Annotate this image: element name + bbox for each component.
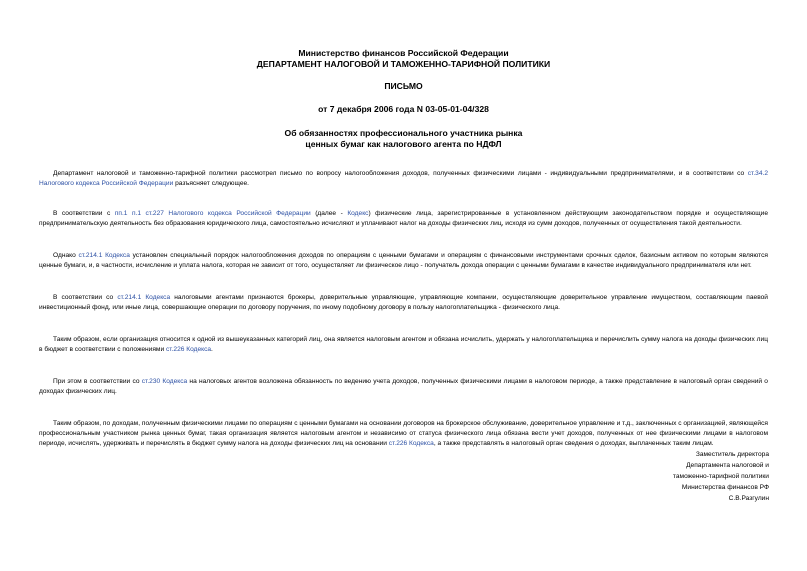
- paragraph-text: ) физические лица, зарегистрированные в установленном действующим законодательством порядке и осуществляющие предпринимательскую деятельность без образования юридического лица, самостоятельно исчисляют и уплачивают налог на доходы физических лиц, исходя из сумм доходов, полученных от осуществления такой деятельности.: [39, 210, 769, 227]
- signature-line: таможенно-тарифной политики: [672, 473, 769, 480]
- link-article-226[interactable]: ст.226 Кодекса: [388, 440, 434, 447]
- paragraph-text: В соответствии со: [53, 294, 118, 301]
- link-article-227[interactable]: пп.1 п.1 ст.227 Налогового кодекса Российской Федерации: [114, 210, 311, 217]
- paragraph-text: Департамент налоговой и таможенно-тарифной политики рассмотрел письмо по вопросу налогообложения доходов, полученных физическими лицами - индивидуальными предпринимателями, и в соответствии со: [53, 170, 748, 177]
- paragraph-1: [39, 169, 768, 189]
- paragraph-text: Таким образом, по доходам, полученным физическими лицами по операциям с ценными бумагами на основании договоров на брокерское обслуживание, доверительное управление и т.д., заключенных с организацией, являющейся профессиональным участником рынка ценных бумаг, такая организация является налоговым агентом и независимо от статуса физического лица обязана вести учет доходов, полученных от нее физическими лицами в налоговом периоде, исчислять, удерживать и перечислять в бюджет сумму налога на доходы физических лиц на основании: [39, 420, 768, 447]
- link-article-34-2[interactable]: ст.34.2 Налогового кодекса Российской Федерации: [39, 170, 768, 187]
- paragraph-5: [39, 335, 768, 355]
- paragraph-text: При этом в соответствии со: [53, 378, 142, 385]
- paragraph-2: [39, 209, 768, 229]
- paragraph-text: , а также представлять в налоговый орган сведения о доходах, выплаченных таким лицам.: [433, 440, 714, 447]
- paragraph-text: налоговыми агентами признаются брокеры, доверительные управляющие, управляющие компании, осуществляющие доверительное управление имуществом, составляющим паевой инвестиционный фонд, или иные лица, совершающие операции по договору поручения, по иному подобному договору в пользу налогоплательщика - физического лица.: [39, 294, 768, 311]
- link-article-226[interactable]: ст.226 Кодекса: [165, 346, 212, 353]
- signature-line: Заместитель директора: [695, 451, 769, 458]
- paragraph-7: [39, 419, 768, 449]
- paragraph-text: разъясняет следующее.: [173, 180, 250, 187]
- document-type: ПИСЬМО: [384, 81, 423, 91]
- signature-block: [673, 449, 769, 504]
- paragraph-text: В соответствии с: [53, 210, 115, 217]
- paragraph-4: [39, 293, 768, 313]
- signature-line: Министерства финансов РФ: [681, 484, 769, 491]
- paragraph-text: (далее -: [310, 210, 348, 217]
- link-article-214-1[interactable]: ст.214.1 Кодекса: [117, 294, 171, 301]
- paragraph-3: [39, 251, 768, 271]
- ministry-name: Министерство финансов Российской Федерации: [298, 48, 509, 58]
- paragraph-text: .: [211, 346, 213, 353]
- link-kodeks[interactable]: Кодекс: [347, 210, 369, 217]
- paragraph-text: Однако: [53, 252, 79, 259]
- link-article-230[interactable]: ст.230 Кодекса: [141, 378, 188, 385]
- signature-line: Департамента налоговой и: [686, 462, 769, 469]
- link-article-214-1[interactable]: ст.214.1 Кодекса: [78, 252, 130, 259]
- document-date-number: от 7 декабря 2006 года N 03-05-01-04/328: [318, 104, 489, 114]
- paragraph-text: установлен специальный порядок налогообложения доходов по операциям с ценными бумагами и операциям с финансовыми инструментами срочных сделок, базисным активом по которым являются ценные бумаги, и, в частности, исчисление и уплата налога, которая не зависит от того, осуществляет ли физическое лицо - получатель дохода операции с ценными бумагами в качестве индивидуального предпринимателя или нет.: [39, 252, 768, 269]
- document-title: [0, 128, 807, 150]
- document-title-line2: ценных бумаг как налогового агента по НДФЛ: [305, 139, 502, 149]
- paragraph-text: Таким образом, если организация относится к одной из вышеуказанных категорий лиц, она является налоговым агентом и обязана исчислить, удержать у налогоплательщика и перечислить сумму налога на доходы физических лиц в бюджет в соответствии с положениями: [39, 336, 768, 353]
- paragraph-text: на налоговых агентов возложена обязанность по ведению учета доходов, полученных физическими лицами в налоговом периоде, а также представление в налоговый орган сведений о доходах физических лиц.: [39, 378, 768, 395]
- signatory-name: С.В.Разгулин: [728, 495, 769, 502]
- paragraph-6: [39, 377, 768, 397]
- document-body: [39, 169, 768, 471]
- department-name: ДЕПАРТАМЕНТ НАЛОГОВОЙ И ТАМОЖЕННО-ТАРИФНОЙ ПОЛИТИКИ: [256, 59, 551, 69]
- document-title-line1: Об обязанностях профессионального участника рынка: [284, 128, 523, 138]
